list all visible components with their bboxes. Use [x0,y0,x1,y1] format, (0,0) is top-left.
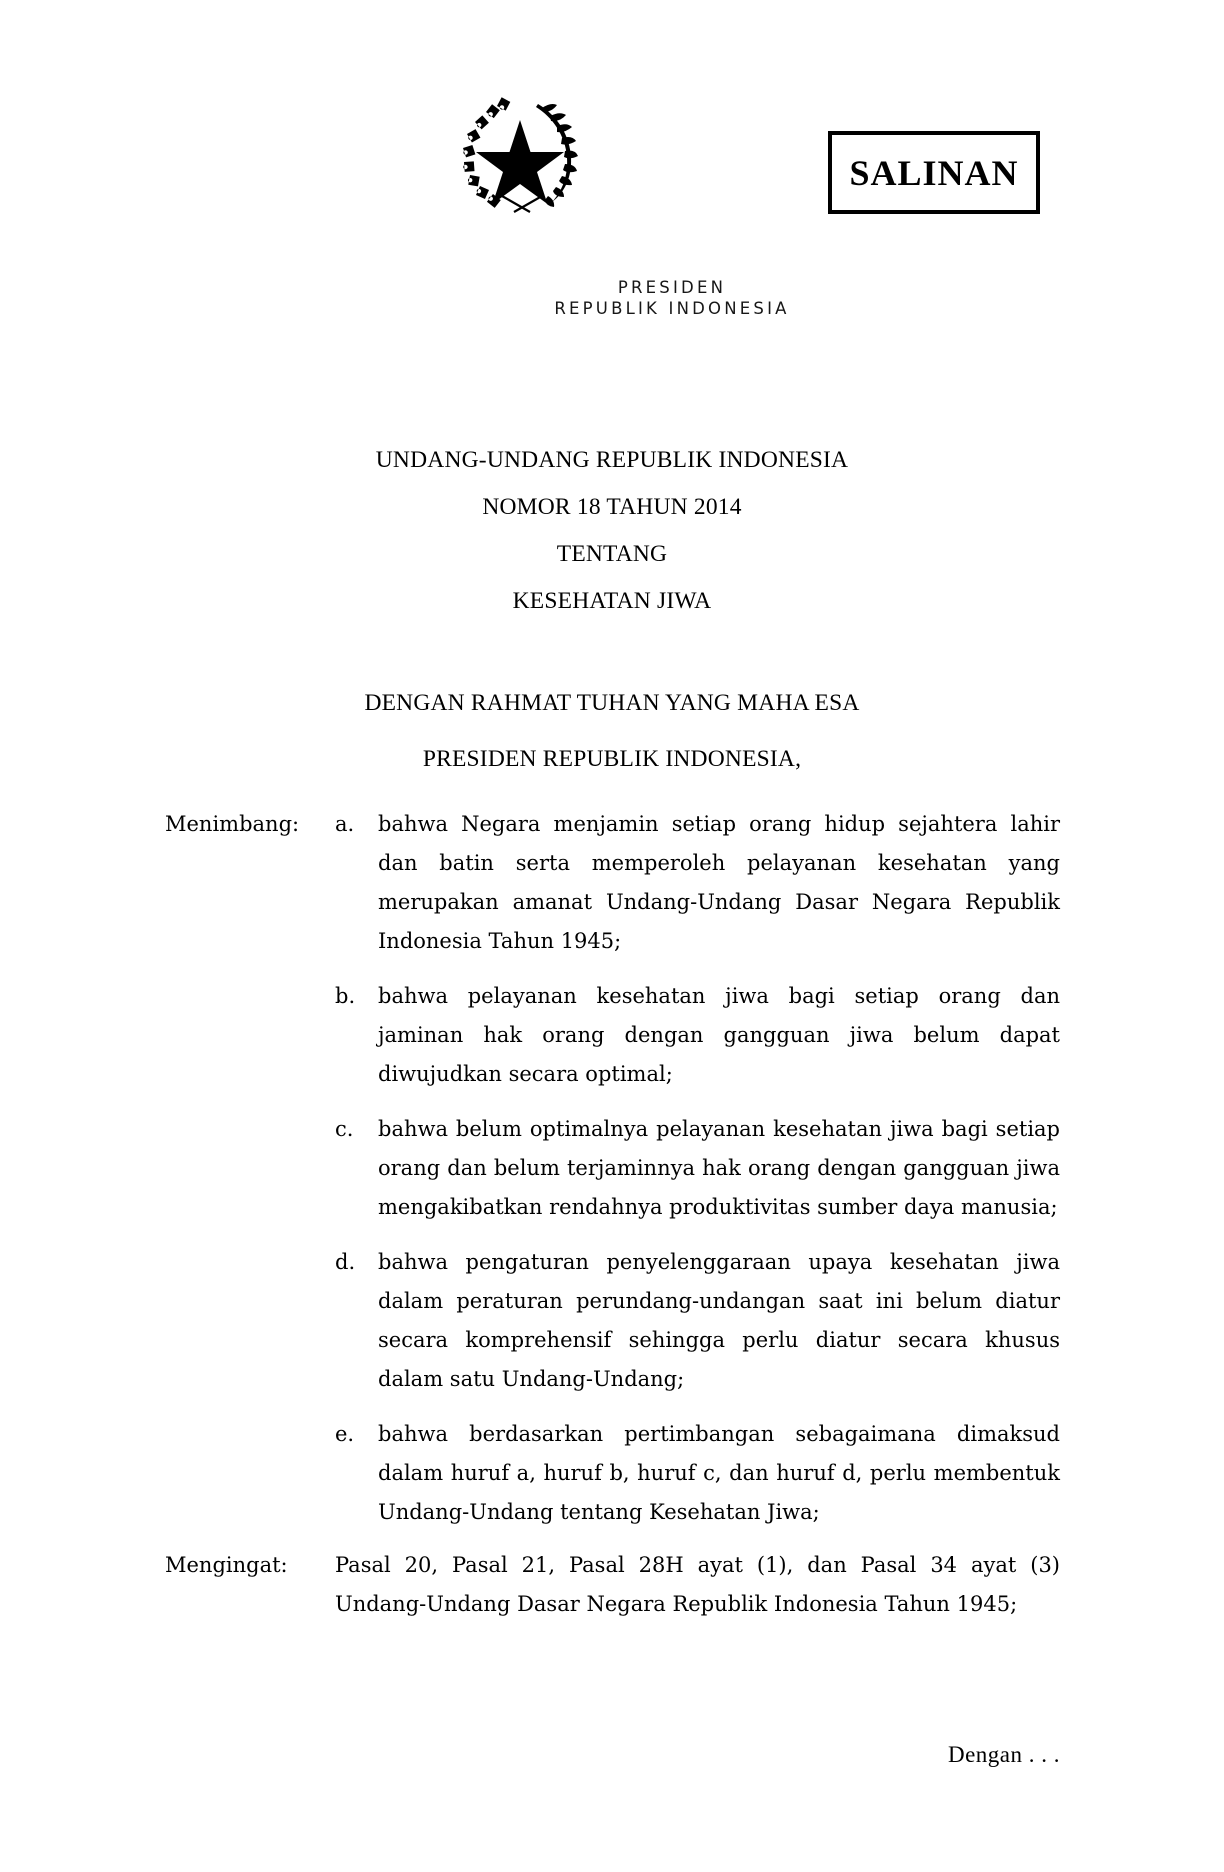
menimbang-label: Menimbang: [165,812,300,836]
menimbang-item [335,1415,1060,1532]
republik-indonesia-line: REPUBLIK INDONESIA [554,299,790,318]
menimbang-item [335,1110,1060,1227]
item-marker: a. [335,812,355,836]
salinan-stamp-box [828,131,1040,214]
item-marker: c. [335,1117,354,1141]
item-text: bahwa Negara menjamin setiap orang hidup sejahtera lahir dan batin serta memperoleh pelayanan kesehatan yang merupakan amanat Undang-Undang Dasar Negara Republik Indonesia Tahun 1945; [378,812,1060,953]
document-title-block [0,437,1224,625]
preamble-block [0,675,1224,787]
title-line-tentang: TENTANG [556,541,668,567]
indonesian-presidential-seal-icon [430,82,610,222]
title-line-subject: KESEHATAN JIWA [512,588,712,614]
title-line-undang-undang: UNDANG-UNDANG REPUBLIK INDONESIA [375,447,849,473]
item-text: bahwa berdasarkan pertimbangan sebagaimana dimaksud dalam huruf a, huruf b, huruf c, dan huruf d, perlu membentuk Undang-Undang tentang Kesehatan Jiwa; [378,1422,1060,1524]
item-text: bahwa pengaturan penyelenggaraan upaya kesehatan jiwa dalam peraturan perundang-undangan saat ini belum diatur secara komprehensif sehingga perlu diatur secara khusus dalam satu Undang-Undang; [378,1250,1060,1391]
preamble-presiden: PRESIDEN REPUBLIK INDONESIA, [422,746,802,772]
page-footer [0,1742,1060,1768]
document-body [165,805,1060,1624]
item-marker: e. [335,1422,355,1446]
menimbang-item [335,1243,1060,1399]
item-text: bahwa pelayanan kesehatan jiwa bagi setiap orang dan jaminan hak orang dengan gangguan jiwa belum dapat diwujudkan secara optimal; [378,984,1060,1086]
preamble-rahmat-tuhan: DENGAN RAHMAT TUHAN YANG MAHA ESA [364,690,860,716]
menimbang-section [165,805,1060,1532]
menimbang-item [335,805,1060,961]
document-header [0,0,1224,330]
mengingat-text: Pasal 20, Pasal 21, Pasal 28H ayat (1), dan Pasal 34 ayat (3) Undang-Undang Dasar Negara Republik Indonesia Tahun 1945; [335,1553,1060,1616]
presiden-line: PRESIDEN [617,278,727,297]
item-text: bahwa belum optimalnya pelayanan kesehatan jiwa bagi setiap orang dan belum terjaminnya hak orang dengan gangguan jiwa mengakibatkan rendahnya produktivitas sumber daya manusia; [378,1117,1060,1219]
item-marker: b. [335,984,356,1008]
menimbang-item [335,977,1060,1094]
title-line-nomor: NOMOR 18 TAHUN 2014 [482,494,742,520]
continuation-marker: Dengan . . . [947,1742,1060,1767]
item-marker: d. [335,1250,356,1274]
salinan-stamp-text: SALINAN [849,152,1019,193]
menimbang-items [335,805,1060,1532]
mengingat-section [165,1546,1060,1624]
presiden-republik-indonesia-heading [0,278,1224,320]
mengingat-label: Mengingat: [165,1553,288,1577]
